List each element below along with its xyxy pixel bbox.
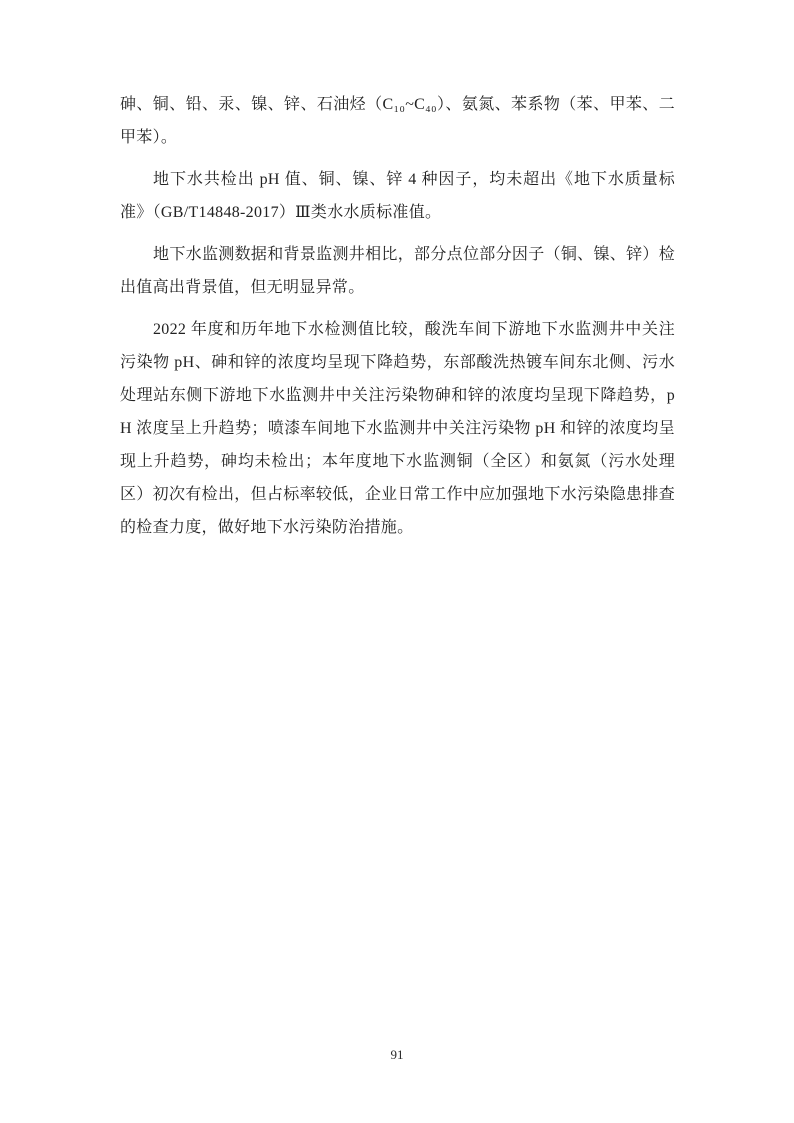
body-paragraph: 地下水共检出 pH 值、铜、镍、锌 4 种因子，均未超出《地下水质量标准》（GB/T14848-2017）Ⅲ类水水质标准值。	[120, 171, 675, 221]
body-paragraph: 砷、铜、铅、汞、镍、锌、石油烃（C₁₀~C₄₀）、氨氮、苯系物（苯、甲苯、二甲苯）。	[120, 96, 675, 146]
body-paragraph: 2022 年度和历年地下水检测值比较，酸洗车间下游地下水监测井中关注污染物 pH、砷和锌的浓度均呈现下降趋势，东部酸洗热镀车间东北侧、污水处理站东侧下游地下水监测井中关注污染物砷和锌的浓度均呈现下降趋势，pH 浓度呈上升趋势；喷漆车间地下水监测井中关注污染物 pH 和锌的浓度均呈现上升趋势，砷均未检出；本年度地下水监测铜（全区）和氨氮（污水处理区）初次有检出，但占标率较低，企业日常工作中应加强地下水污染隐患排查的检查力度，做好地下水污染防治措施。	[120, 321, 675, 536]
document-body	[120, 88, 675, 553]
page-number: 91	[390, 1047, 404, 1062]
body-paragraph: 地下水监测数据和背景监测井相比，部分点位部分因子（铜、镍、锌）检出值高出背景值，但无明显异常。	[120, 246, 675, 296]
